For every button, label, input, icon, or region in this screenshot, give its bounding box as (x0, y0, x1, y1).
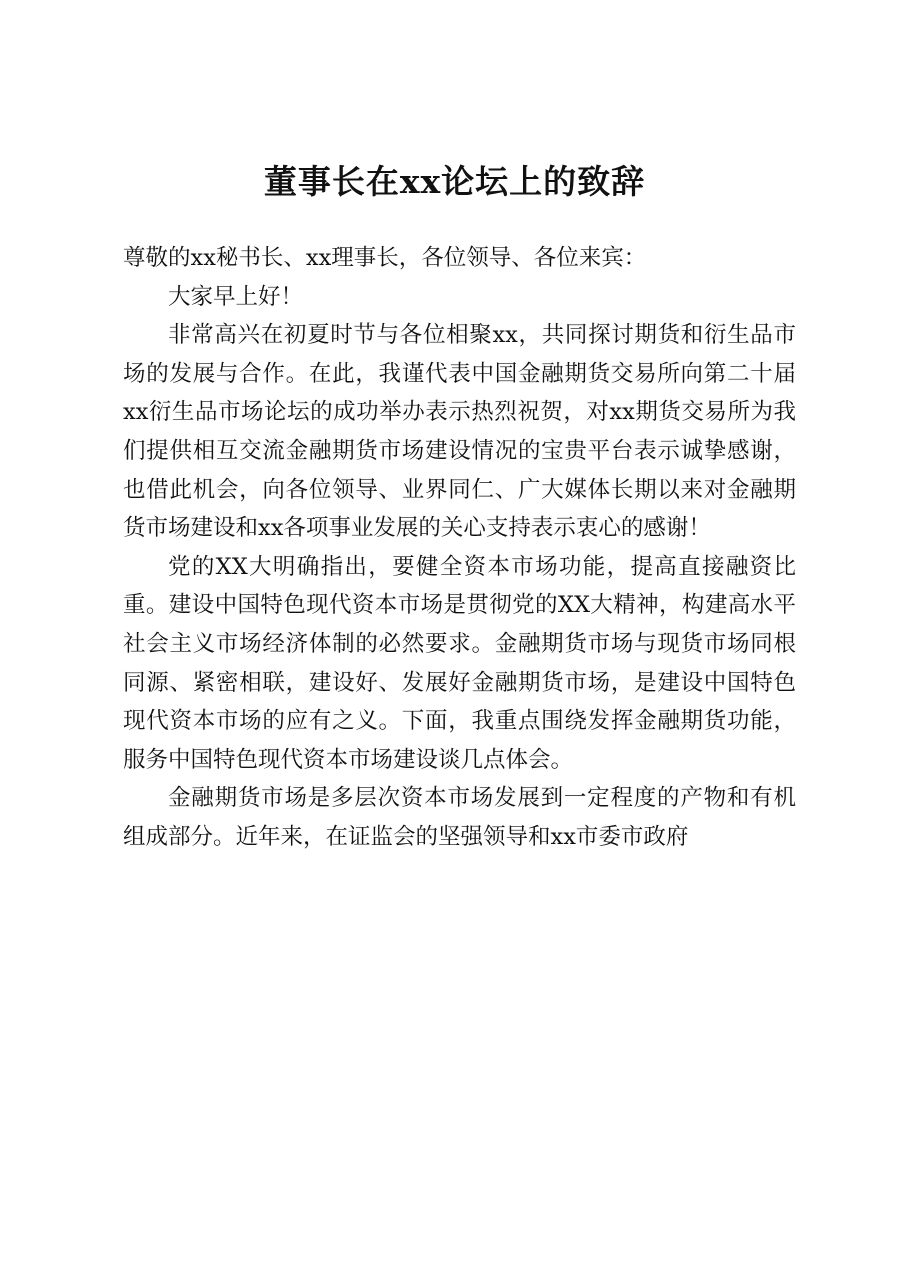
document-body (123, 239, 796, 857)
salutation: 尊敬的xx秘书长、xx理事长，各位领导、各位来宾： (123, 245, 647, 271)
paragraph-3: 金融期货市场是多层次资本市场发展到一定程度的产物和有机组成部分。近年来，在证监会的坚强领导和xx市委市政府 (123, 785, 796, 850)
paragraph-2: 党的XX大明确指出，要健全资本市场功能，提高直接融资比重。建设中国特色现代资本市场是贯彻党的XX大精神，构建高水平社会主义市场经济体制的必然要求。金融期货市场与现货市场同根同源、紧密相联，建设好、发展好金融期货市场，是建设中国特色现代资本市场的应有之义。下面，我重点围绕发挥金融期货功能，服务中国特色现代资本市场建设谈几点体会。 (123, 553, 796, 773)
paragraph-1: 非常高兴在初夏时节与各位相聚xx，共同探讨期货和衍生品市场的发展与合作。在此，我谨代表中国金融期货交易所向第二十届xx衍生品市场论坛的成功举办表示热烈祝贺，对xx期货交易所为我们提供相互交流金融期货市场建设情况的宝贵平台表示诚挚感谢，也借此机会，向各位领导、业界同仁、广大媒体长期以来对金融期货市场建设和xx各项事业发展的关心支持表示衷心的感谢！ (123, 322, 796, 542)
greeting: 大家早上好！ (168, 283, 304, 310)
document-title: 董事长在xx论坛上的致辞 (263, 162, 646, 201)
